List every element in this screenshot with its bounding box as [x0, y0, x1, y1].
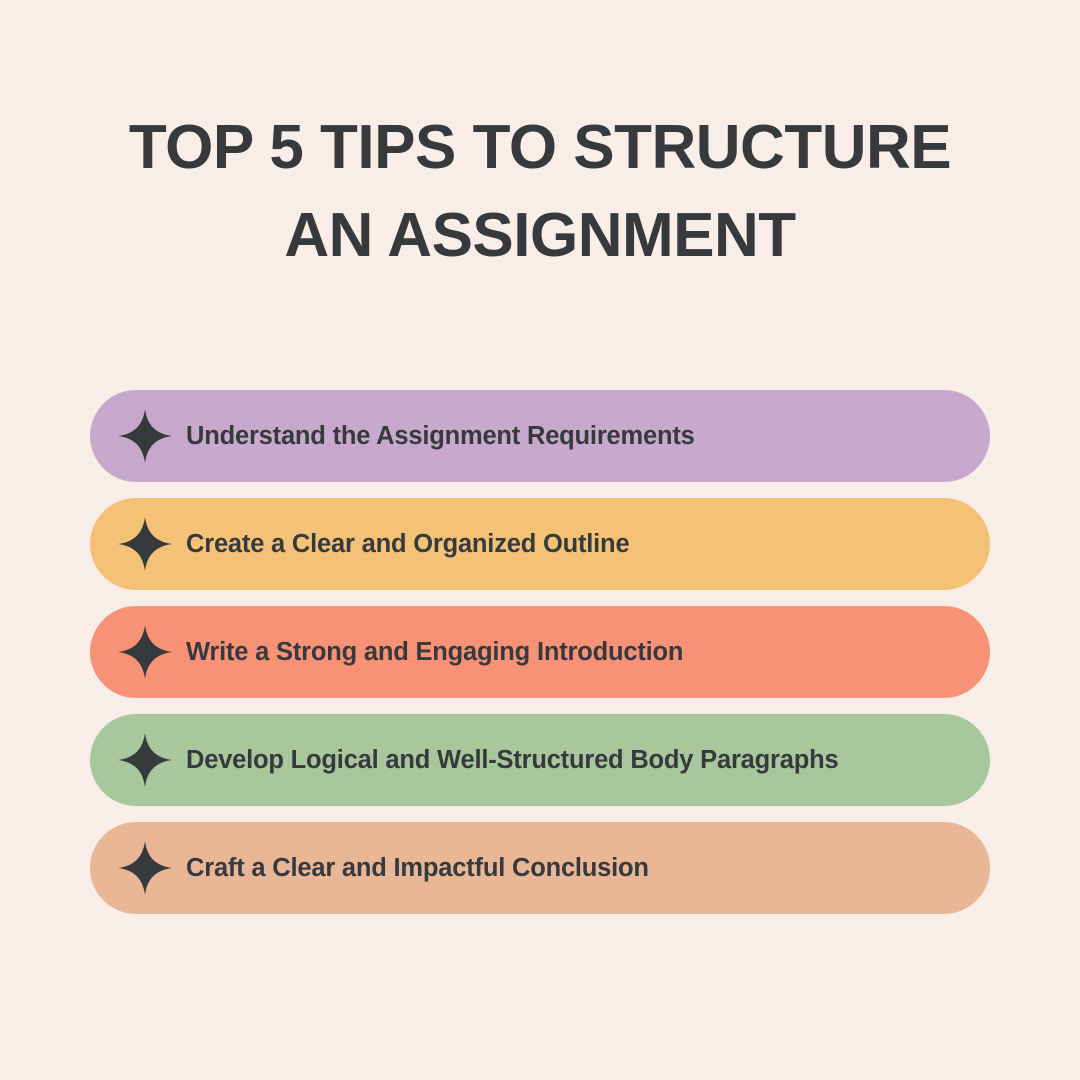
list-item[interactable]	[90, 390, 990, 482]
four-point-star-icon	[118, 517, 172, 571]
list-item-label: Craft a Clear and Impactful Conclusion	[186, 853, 649, 882]
list-item-label: Create a Clear and Organized Outline	[186, 529, 630, 558]
four-point-star-icon	[118, 409, 172, 463]
list-item[interactable]	[90, 714, 990, 806]
list-item[interactable]	[90, 822, 990, 914]
list-item-label: Understand the Assignment Requirements	[186, 421, 695, 450]
four-point-star-icon	[118, 841, 172, 895]
four-point-star-icon	[118, 625, 172, 679]
list-item-label: Develop Logical and Well-Structured Body Paragraphs	[186, 745, 839, 774]
list-item-label: Write a Strong and Engaging Introduction	[186, 637, 684, 666]
tips-list	[90, 390, 990, 914]
list-item[interactable]	[90, 498, 990, 590]
page-title: TOP 5 TIPS TO STRUCTURE AN ASSIGNMENT	[128, 113, 952, 271]
list-item[interactable]	[90, 606, 990, 698]
four-point-star-icon	[118, 733, 172, 787]
